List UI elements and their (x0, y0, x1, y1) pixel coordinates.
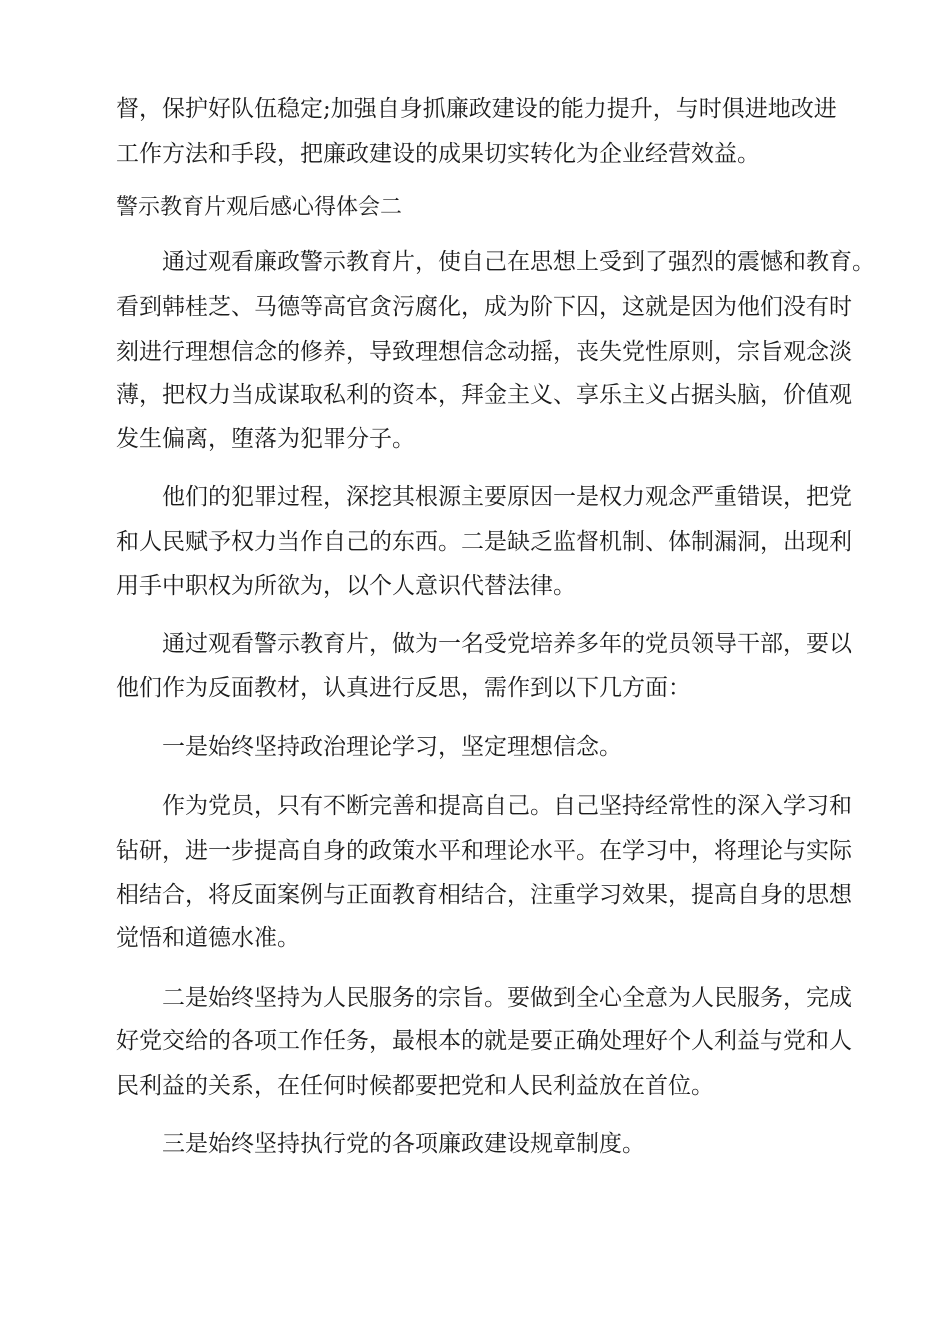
text-line: 通过观看廉政警示教育片，使自己在思想上受到了强烈的震憾和教育。 (162, 249, 875, 275)
text-line: 一是始终坚持政治理论学习，坚定理想信念。 (162, 734, 622, 760)
text-line: 二是始终坚持为人民服务的宗旨。要做到全心全意为人民服务，完成 (162, 985, 852, 1011)
text-line: 好党交给的各项工作任务，最根本的就是要正确处理好个人利益与党和人 (116, 1028, 852, 1054)
text-line: 刻进行理想信念的修养，导致理想信念动摇，丧失党性原则，宗旨观念淡 (116, 339, 852, 365)
text-line: 觉悟和道德水准。 (116, 925, 300, 951)
text-line: 钻研，进一步提高自身的政策水平和理论水平。在学习中，将理论与实际 (116, 838, 852, 864)
text-line: 相结合，将反面案例与正面教育相结合，注重学习效果，提高自身的思想 (116, 882, 852, 908)
text-line: 薄，把权力当成谋取私利的资本，拜金主义、享乐主义占据头脑，价值观 (116, 382, 852, 408)
text-line: 发生偏离，堕落为犯罪分子。 (116, 426, 415, 452)
section-heading: 警示教育片观后感心得体会二 (116, 195, 403, 220)
text-line: 通过观看警示教育片，做为一名受党培养多年的党员领导干部，要以 (162, 631, 852, 657)
text-line: 督，保护好队伍稳定;加强自身抓廉政建设的能力提升，与时俱进地改进 (116, 96, 837, 122)
text-line: 和人民赋予权力当作自己的东西。二是缺乏监督机制、体制漏洞，出现利 (116, 529, 852, 555)
text-line: 三是始终坚持执行党的各项廉政建设规章制度。 (162, 1131, 645, 1157)
text-line: 用手中职权为所欲为，以个人意识代替法律。 (116, 573, 576, 599)
text-line: 看到韩桂芝、马德等高官贪污腐化，成为阶下囚，这就是因为他们没有时 (116, 294, 852, 320)
text-line: 他们的犯罪过程，深挖其根源主要原因一是权力观念严重错误，把党 (162, 484, 852, 510)
text-line: 他们作为反面教材，认真进行反思，需作到以下几方面： (116, 675, 691, 701)
text-line: 作为党员，只有不断完善和提高自己。自己坚持经常性的深入学习和 (162, 793, 852, 819)
text-line: 民利益的关系，在任何时候都要把党和人民利益放在首位。 (116, 1073, 714, 1099)
text-line: 工作方法和手段，把廉政建设的成果切实转化为企业经营效益。 (116, 141, 760, 167)
